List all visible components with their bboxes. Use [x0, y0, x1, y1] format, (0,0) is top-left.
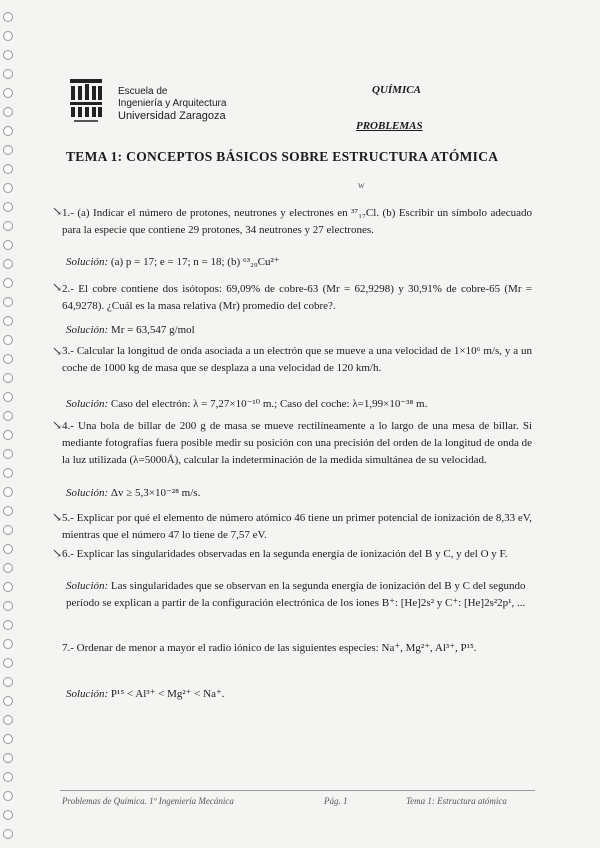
problem-text: Calcular la longitud de onda asociada a un electrón que se mueve a una velocidad de 1×10⁶ m/s, y a un coche de 1000 kg de masa que se desplaza a una velocidad de 120 km/h. [62, 345, 533, 374]
problem-number: 5.- [62, 512, 74, 524]
school-line-2: Ingeniería y Arquitectura [118, 98, 227, 109]
solution-label: Solución: [66, 688, 109, 700]
solution-1 [66, 254, 532, 271]
solution-label: Solución: [66, 324, 109, 336]
university-logo-icon [68, 78, 104, 124]
binder-holes [0, 0, 20, 848]
problem-7 [62, 640, 532, 657]
solution-text: (a) p = 17; e = 17; n = 18; (b) ⁶³₂₉Cu²⁺ [110, 256, 280, 268]
problem-6 [62, 546, 532, 563]
solution-text: Caso del electrón: λ = 7,27×10⁻¹⁰ m.; Caso del coche: λ=1,99×10⁻³⁸ m. [110, 398, 428, 410]
check-mark-icon: ↘ [52, 344, 63, 358]
problem-text: El cobre contiene dos isótopos: 69,09% de cobre-63 (Mr = 62,9298) y 30,91% de cobre-65 (Mr = 64,9278). ¿Cuál es la masa relativa (Mr) promedio del cobre?. [62, 283, 532, 312]
problem-text: Explicar las singularidades observadas en la segunda energía de ionización del B y C, y del O y F. [76, 548, 508, 560]
problem-number: 7.- [62, 642, 74, 654]
school-line-1: Escuela de [118, 86, 168, 97]
solution-label: Solución: [66, 398, 109, 410]
section-title: PROBLEMAS [356, 120, 423, 132]
problem-5 [62, 510, 532, 544]
solution-label: Solución: [66, 256, 109, 268]
solution-label: Solución: [66, 580, 109, 592]
problem-text: Ordenar de menor a mayor el radio iónico de las siguientes especies: Na⁺, Mg²⁺, Al³⁺, P¹⁵. [76, 642, 477, 654]
problem-number: 3.- [62, 345, 74, 357]
problem-number: 4.- [62, 420, 74, 432]
solution-6 [66, 578, 532, 612]
subject-title: QUÍMICA [372, 84, 421, 96]
problem-1 [62, 205, 532, 239]
check-mark-icon: ↘ [52, 280, 63, 294]
solution-text: Las singularidades que se observan en la segunda energía de ionización del B y C del segundo período se explican a partir de la configuración electrónica de los iones B⁺: [He]2s² y C⁺: [He]2s²2p¹, ... [66, 580, 526, 609]
footer-page-number: Pág. 1 [324, 796, 348, 806]
page-title: TEMA 1: CONCEPTOS BÁSICOS SOBRE ESTRUCTURA ATÓMICA [66, 149, 499, 164]
problem-3 [62, 343, 532, 377]
check-mark-icon: ↘ [52, 204, 63, 218]
problem-number: 6.- [62, 548, 74, 560]
solution-text: P¹⁵ < Al³⁺ < Mg²⁺ < Na⁺. [110, 688, 225, 700]
check-mark-icon: ↘ [52, 510, 63, 524]
problem-text: Explicar por qué el elemento de número atómico 46 tiene un primer potencial de ionización de 8,33 eV, mientras que el número 47 lo tiene de 7,57 eV. [62, 512, 533, 541]
solution-3 [66, 396, 532, 413]
university-name: Universidad Zaragoza [118, 110, 226, 122]
solution-2 [66, 322, 532, 339]
pen-mark: w [358, 180, 365, 190]
solution-4 [66, 485, 532, 502]
check-mark-icon: ↘ [52, 546, 63, 560]
footer-course: Problemas de Química. 1º Ingeniería Mecánica [62, 796, 234, 806]
solution-text: Mr = 63,547 g/mol [110, 324, 195, 336]
solution-text: Δv ≥ 5,3×10⁻²⁸ m/s. [110, 487, 201, 499]
problem-text: (a) Indicar el número de protones, neutrones y electrones en ³⁷₁₇Cl. (b) Escribir un símbolo adecuado para la especie que contiene 29 protones, 34 neutrones y 27 electrones. [62, 207, 533, 236]
problem-4 [62, 418, 532, 469]
university-name-block [118, 86, 226, 122]
footer-topic: Tema 1: Estructura atómica [406, 796, 507, 806]
check-mark-icon: ↘ [52, 418, 63, 432]
solution-7 [66, 686, 532, 703]
problem-2 [62, 281, 532, 315]
problem-text: Una bola de billar de 200 g de masa se mueve rectilíneamente a lo largo de una mesa de billar. Si mediante fotografías fuera posible medir su posición con una precisión del orden de la longitud de onda de la luz utilizada (λ=5000Å), calcular la indeterminación de la medida simultánea de su velocidad. [62, 420, 532, 466]
footer-divider [60, 790, 535, 791]
problem-number: 2.- [62, 283, 74, 295]
problem-number: 1.- [62, 207, 74, 219]
solution-label: Solución: [66, 487, 109, 499]
